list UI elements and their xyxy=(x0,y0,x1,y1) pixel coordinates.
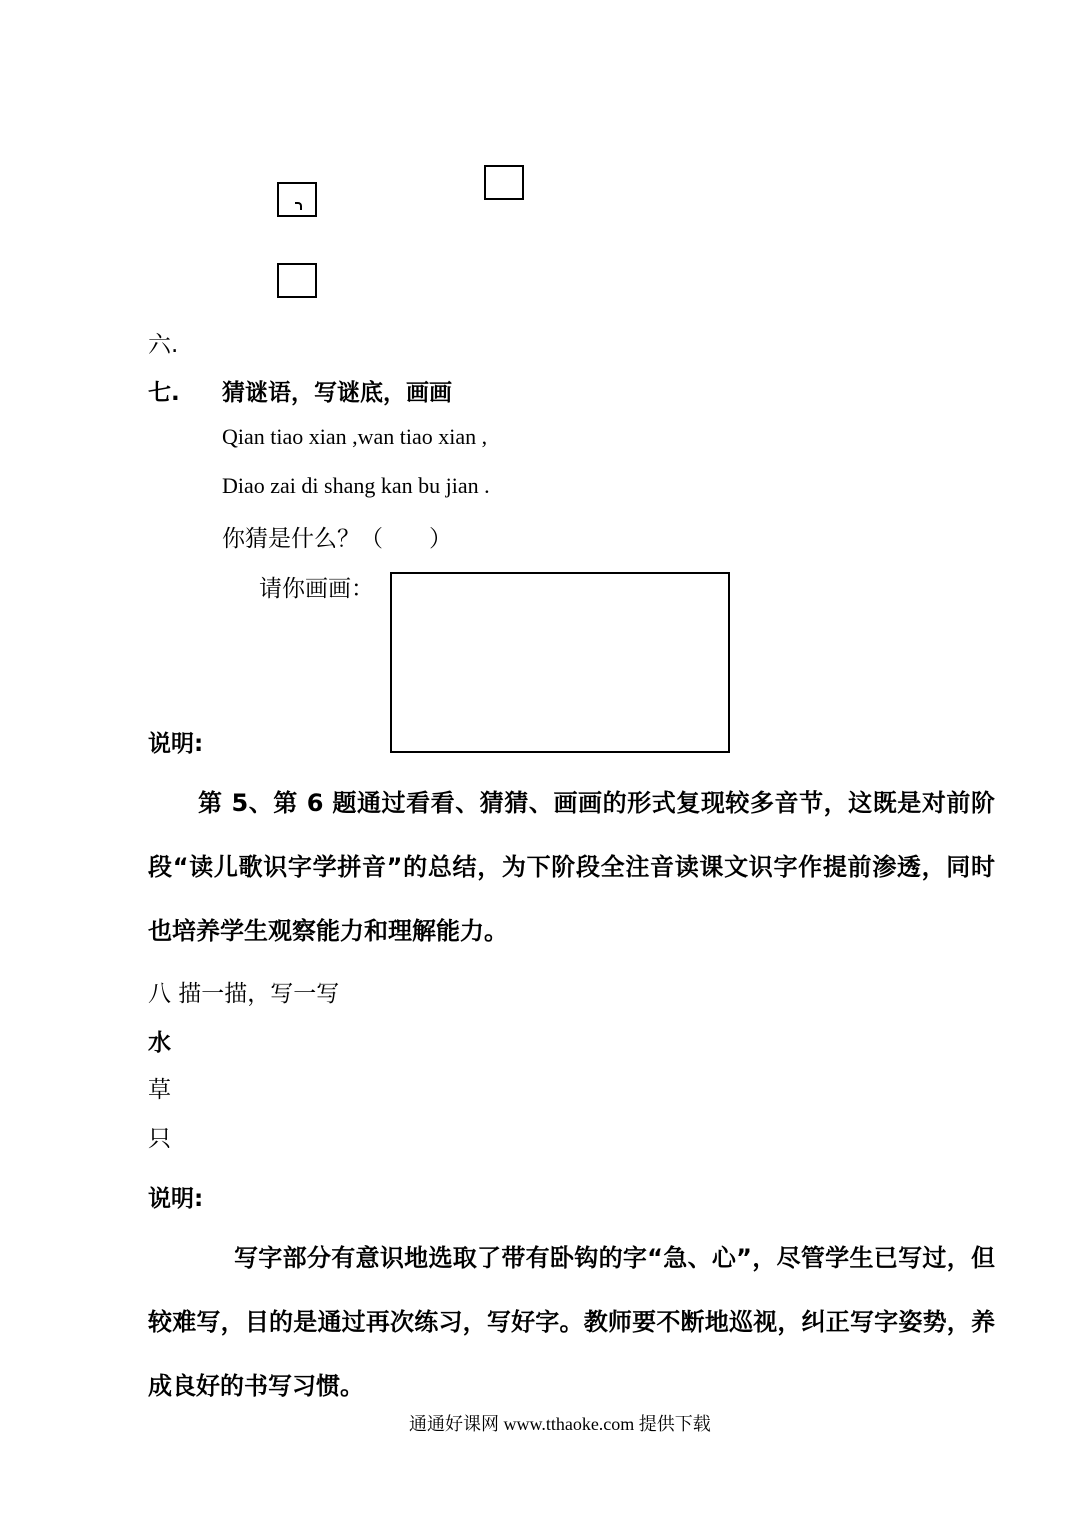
footer-text: 通通好课网 www.tthaoke.com 提供下载 xyxy=(409,1414,711,1434)
riddle-line-2: Diao zai di shang kan bu jian . xyxy=(222,473,490,498)
section-6-number: 六. xyxy=(148,332,179,358)
answer-box-right-top xyxy=(484,165,524,200)
drawing-box xyxy=(390,572,730,753)
section-7-number: 七. xyxy=(148,380,180,406)
section-8-title: 八 描一描，写一写 xyxy=(148,981,340,1007)
section-7-title: 猜谜语，写谜底，画画 xyxy=(222,380,452,406)
riddle-question: 你猜是什么？（ ） xyxy=(222,526,452,552)
note-2-label: 说明: xyxy=(148,1186,204,1212)
tick-mark xyxy=(295,202,302,210)
note-1-paragraph: 第 5、第 6 题通过看看、猜猜、画画的形式复现较多音节，这既是对前阶段“读儿歌识字学拼音”的总结，为下阶段全注音读课文识字作提前渗透，同时也培养学生观察能力和理解能力。 xyxy=(148,789,995,945)
draw-prompt: 请你画画： xyxy=(259,576,374,602)
trace-char-3: 只 xyxy=(148,1126,171,1152)
note-1-label: 说明: xyxy=(148,731,204,757)
riddle-line-1: Qian tiao xian ,wan tiao xian , xyxy=(222,424,488,449)
trace-char-2: 草 xyxy=(148,1077,171,1103)
answer-box-left-bottom xyxy=(277,263,317,298)
note-2-paragraph: 写字部分有意识地选取了带有卧钩的字“急、心”，尽管学生已写过，但较难写，目的是通过再次练习，写好字。教师要不断地巡视，纠正写字姿势，养成良好的书写习惯。 xyxy=(148,1244,995,1400)
answer-box-left-top xyxy=(277,182,317,217)
trace-char-1: 水 xyxy=(148,1030,171,1056)
